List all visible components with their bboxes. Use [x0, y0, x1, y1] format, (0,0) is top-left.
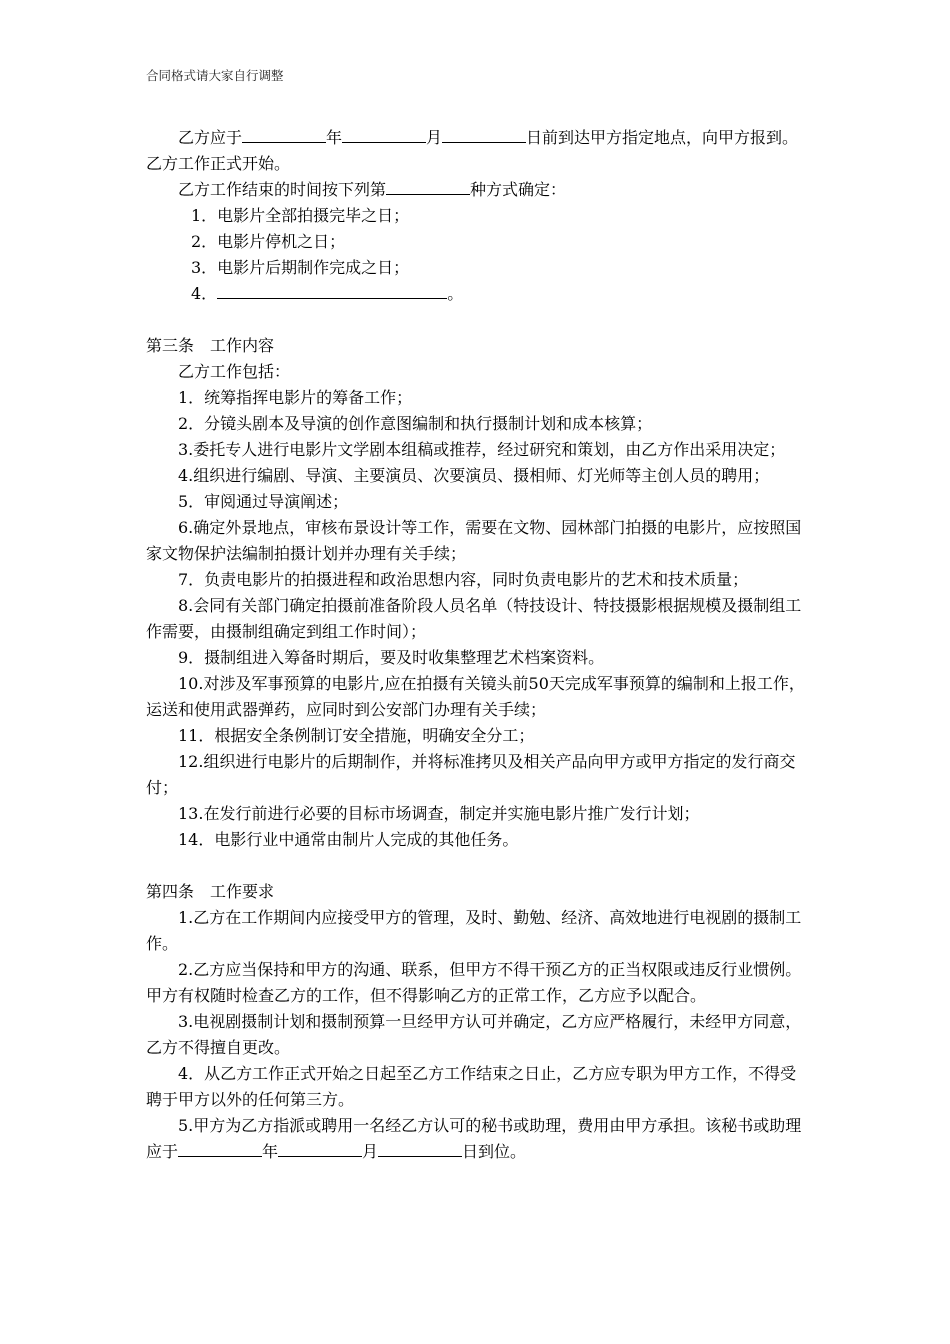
month-label: 月	[426, 128, 443, 147]
end-option-3: 3．电影片后期制作完成之日；	[191, 258, 410, 277]
section-4-item: 1.乙方在工作期间内应接受甲方的管理，及时、勤勉、经济、高效地进行电视剧的摄制工作。	[146, 908, 802, 953]
section-3-item: 8.会同有关部门确定拍摄前准备阶段人员名单（特技设计、特技摄影根据规模及摄制组工作需要，由摄制组确定到组工作时间）；	[146, 596, 802, 641]
option-4-number: 4．	[191, 284, 218, 303]
section-3-item: 7．负责电影片的拍摄进程和政治思想内容，同时负责电影片的艺术和技术质量；	[178, 570, 749, 589]
section-3-item: 6.确定外景地点，审核布景设计等工作，需要在文物、园林部门拍摄的电影片，应按照国家文物保护法编制拍摄计划并办理有关手续；	[146, 518, 802, 563]
report-date-clause	[146, 125, 810, 177]
year-label: 年	[326, 128, 343, 147]
section-3-heading: 第三条 工作内容	[146, 336, 275, 355]
section-3-item: 11．根据安全条例制订安全措施，明确安全分工；	[178, 726, 535, 745]
blank-option-4[interactable]	[217, 281, 447, 299]
section-3-item: 2．分镜头剧本及导演的创作意图编制和执行摄制计划和成本核算；	[178, 414, 653, 433]
blank-day[interactable]	[378, 1139, 462, 1157]
end-text-b: 种方式确定：	[470, 180, 567, 199]
blank-method[interactable]	[386, 177, 470, 195]
end-option-2: 2．电影片停机之日；	[191, 232, 346, 251]
section-4-item-5	[146, 1113, 810, 1165]
section-4-item: 4．从乙方工作正式开始之日起至乙方工作结束之日止，乙方应专职为甲方工作，不得受聘于甲方以外的任何第三方。	[146, 1064, 797, 1109]
end-option-4	[146, 281, 810, 307]
blank-day[interactable]	[442, 125, 526, 143]
report-text-b: 日前到达甲方指定地点，向甲方报到。乙方工作正式开始。	[146, 128, 799, 173]
section-3-item: 3.委托专人进行电影片文学剧本组稿或推荐，经过研究和策划，由乙方作出采用决定；	[178, 440, 786, 459]
option-4-end: 。	[447, 284, 464, 303]
section-3-item: 10.对涉及军事预算的电影片,应在拍摄有关镜头前50天完成军事预算的编制和上报工作，运送和使用武器弹药，应同时到公安部门办理有关手续；	[146, 674, 805, 719]
blank-year[interactable]	[178, 1139, 262, 1157]
section-3-item: 12.组织进行电影片的后期制作，并将标准拷贝及相关产品向甲方或甲方指定的发行商交付；	[146, 752, 796, 797]
blank-month[interactable]	[278, 1139, 362, 1157]
section-3-lead: 乙方工作包括：	[178, 362, 291, 381]
item-5-text-a: 5.甲方为乙方指派或聘用一名经乙方认可的秘书或助理，费用由甲方承担。该秘书或助理应于	[146, 1116, 802, 1161]
section-3-item: 14．电影行业中通常由制片人完成的其他任务。	[178, 830, 519, 849]
month-label: 月	[362, 1142, 379, 1161]
section-3-item: 9．摄制组进入筹备时期后，要及时收集整理艺术档案资料。	[178, 648, 605, 667]
section-3-item: 13.在发行前进行必要的目标市场调查，制定并实施电影片推广发行计划；	[178, 804, 700, 823]
blank-month[interactable]	[342, 125, 426, 143]
section-4-item: 2.乙方应当保持和甲方的沟通、联系，但甲方不得干预乙方的正当权限或违反行业惯例。甲方有权随时检查乙方的工作，但不得影响乙方的正常工作，乙方应予以配合。	[146, 960, 802, 1005]
section-4-item: 3.电视剧摄制计划和摄制预算一旦经甲方认可并确定，乙方应严格履行，未经甲方同意，乙方不得擅自更改。	[146, 1012, 802, 1057]
blank-year[interactable]	[242, 125, 326, 143]
item-5-text-b: 日到位。	[462, 1142, 527, 1161]
section-3-item: 5．审阅通过导演阐述；	[178, 492, 349, 511]
page-header: 合同格式请大家自行调整	[146, 68, 284, 83]
end-text-a: 乙方工作结束的时间按下列第	[178, 180, 387, 199]
section-4-heading: 第四条 工作要求	[146, 882, 275, 901]
end-option-1: 1．电影片全部拍摄完毕之日；	[191, 206, 410, 225]
year-label: 年	[262, 1142, 279, 1161]
contract-body	[146, 125, 810, 1165]
section-3-item: 1．统筹指挥电影片的筹备工作；	[178, 388, 413, 407]
report-text-a: 乙方应于	[178, 128, 243, 147]
section-3-item: 4.组织进行编剧、导演、主要演员、次要演员、摄相师、灯光师等主创人员的聘用；	[178, 466, 770, 485]
end-method-clause	[146, 177, 810, 203]
